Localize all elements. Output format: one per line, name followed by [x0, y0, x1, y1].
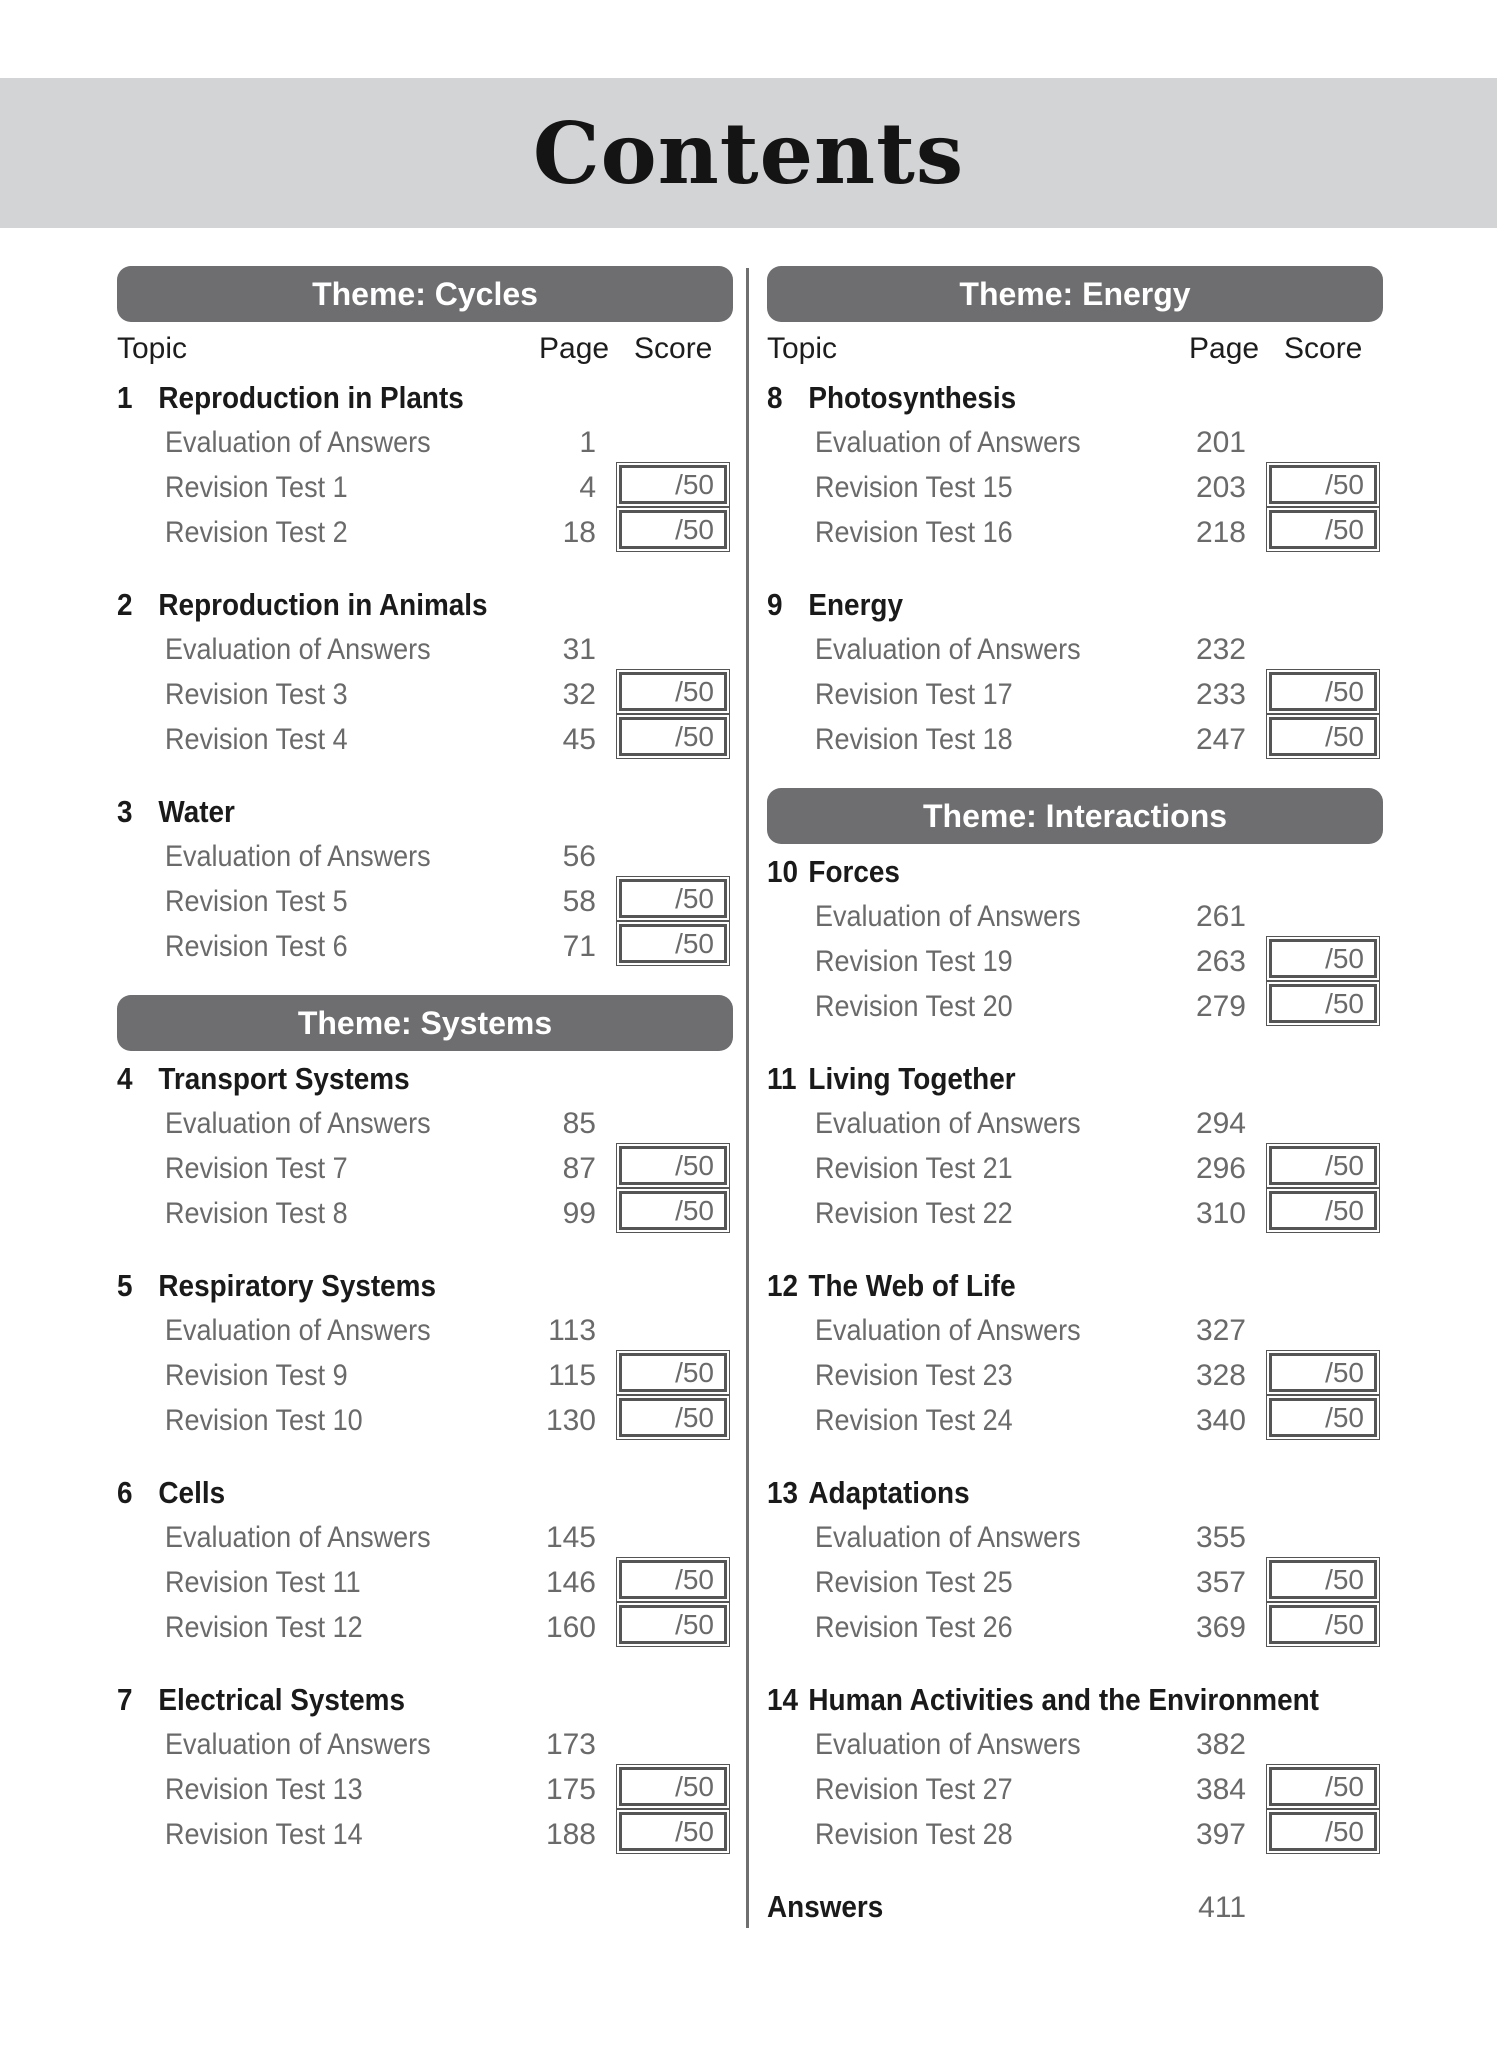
topic-title [117, 1676, 671, 1722]
row-page: 382 [1195, 1728, 1246, 1761]
score-box[interactable]: /50 [1269, 510, 1377, 549]
row-page: 146 [545, 1566, 596, 1599]
row-label: Evaluation of Answers [815, 1728, 1081, 1761]
row-label: Evaluation of Answers [815, 1107, 1081, 1140]
toc-row [767, 510, 1383, 555]
row-page: 384 [1195, 1773, 1246, 1806]
score-box[interactable]: /50 [1269, 1398, 1377, 1437]
row-label: Revision Test 12 [165, 1611, 363, 1644]
right-column [767, 266, 1383, 1929]
toc-row [767, 939, 1383, 984]
toc-row [117, 924, 733, 969]
topic-number: 5 [117, 1268, 133, 1303]
toc-row [117, 1308, 733, 1353]
topic-number: 14 [767, 1682, 799, 1717]
row-page: 233 [1195, 678, 1246, 711]
answers-label: Answers [767, 1889, 884, 1924]
row-page: 279 [1195, 990, 1246, 1023]
topic-name: Living Together [808, 1061, 1016, 1096]
score-box[interactable]: /50 [619, 1398, 727, 1437]
score-box[interactable]: /50 [619, 879, 727, 918]
topic-number: 7 [117, 1682, 133, 1717]
header-score: Score [634, 332, 713, 365]
toc-row [767, 1722, 1383, 1767]
topic-block [117, 374, 733, 555]
toc-row [117, 672, 733, 717]
toc-row [117, 834, 733, 879]
toc-row [767, 1101, 1383, 1146]
topic-title [117, 1055, 671, 1101]
row-page: 160 [545, 1611, 596, 1644]
topic-name: Transport Systems [158, 1061, 410, 1096]
toc-row [767, 1515, 1383, 1560]
row-label: Revision Test 3 [165, 678, 348, 711]
toc-row [767, 1605, 1383, 1650]
score-box[interactable]: /50 [1269, 1146, 1377, 1185]
score-box[interactable]: /50 [619, 465, 727, 504]
score-box[interactable]: /50 [1269, 984, 1377, 1023]
score-box[interactable]: /50 [1269, 1605, 1377, 1644]
toc-row [767, 465, 1383, 510]
row-page: 397 [1195, 1818, 1246, 1851]
toc-row [117, 717, 733, 762]
score-box[interactable]: /50 [1269, 1767, 1377, 1806]
row-page: 340 [1195, 1404, 1246, 1437]
row-page: 296 [1195, 1152, 1246, 1185]
topic-title [117, 1469, 671, 1515]
row-page: 4 [579, 471, 596, 504]
topic-name: Cells [158, 1475, 226, 1510]
column-headers [767, 322, 1383, 374]
topic-number: 10 [767, 854, 799, 889]
row-label: Revision Test 23 [815, 1359, 1013, 1392]
topic-name: Water [158, 794, 235, 829]
score-box[interactable]: /50 [619, 1560, 727, 1599]
score-box[interactable]: /50 [1269, 1560, 1377, 1599]
column-headers [117, 322, 733, 374]
topic-name: Forces [808, 854, 900, 889]
topic-block [117, 1469, 733, 1650]
score-box[interactable]: /50 [1269, 1812, 1377, 1851]
toc-row [117, 465, 733, 510]
topic-block [767, 1262, 1383, 1443]
score-box[interactable]: /50 [619, 510, 727, 549]
row-label: Evaluation of Answers [165, 633, 431, 666]
toc-row [117, 420, 733, 465]
row-page: 263 [1195, 945, 1246, 978]
toc-row [767, 717, 1383, 762]
row-label: Revision Test 13 [165, 1773, 363, 1806]
toc-row [767, 672, 1383, 717]
topic-name: Adaptations [808, 1475, 970, 1510]
topic-block [767, 581, 1383, 762]
topic-block [767, 1055, 1383, 1236]
row-label: Revision Test 20 [815, 990, 1013, 1023]
row-label: Revision Test 19 [815, 945, 1013, 978]
toc-row [117, 1767, 733, 1812]
row-label: Evaluation of Answers [815, 1521, 1081, 1554]
row-label: Revision Test 28 [815, 1818, 1013, 1851]
header-score: Score [1284, 332, 1363, 365]
theme-header: Theme: Systems [117, 995, 733, 1051]
row-label: Evaluation of Answers [815, 426, 1081, 459]
topic-number: 8 [767, 380, 783, 415]
row-page: 45 [562, 723, 596, 756]
score-box[interactable]: /50 [619, 1353, 727, 1392]
row-page: 56 [562, 840, 596, 873]
theme-header: Theme: Cycles [117, 266, 733, 322]
row-page: 1 [579, 426, 596, 459]
score-box[interactable]: /50 [619, 672, 727, 711]
row-page: 32 [562, 678, 596, 711]
topic-title [767, 1055, 1321, 1101]
topic-title [767, 581, 1321, 627]
score-box[interactable]: /50 [1269, 1353, 1377, 1392]
row-label: Revision Test 16 [815, 516, 1013, 549]
topic-name: Human Activities and the Environment [808, 1682, 1319, 1717]
row-page: 188 [545, 1818, 596, 1851]
topic-title [117, 1262, 671, 1308]
topic-block [767, 848, 1383, 1029]
topic-title [767, 848, 1321, 894]
row-label: Evaluation of Answers [165, 1521, 431, 1554]
toc-row [117, 1101, 733, 1146]
row-page: 71 [562, 930, 596, 963]
row-page: 85 [562, 1107, 596, 1140]
row-label: Revision Test 21 [815, 1152, 1013, 1185]
toc-row [117, 510, 733, 555]
topic-number: 4 [117, 1061, 133, 1096]
score-box[interactable]: /50 [1269, 717, 1377, 756]
topic-number: 11 [767, 1061, 797, 1096]
toc-row [117, 1560, 733, 1605]
row-label: Revision Test 14 [165, 1818, 363, 1851]
toc-row [767, 1146, 1383, 1191]
row-label: Revision Test 18 [815, 723, 1013, 756]
row-page: 58 [562, 885, 596, 918]
toc-row [117, 1191, 733, 1236]
row-label: Revision Test 26 [815, 1611, 1013, 1644]
row-label: Revision Test 24 [815, 1404, 1013, 1437]
row-label: Revision Test 27 [815, 1773, 1013, 1806]
row-label: Revision Test 6 [165, 930, 348, 963]
toc-row [767, 1767, 1383, 1812]
row-page: 232 [1195, 633, 1246, 666]
topic-title [767, 1676, 1321, 1722]
row-label: Revision Test 25 [815, 1566, 1013, 1599]
row-page: 247 [1195, 723, 1246, 756]
topic-block [117, 788, 733, 969]
score-box[interactable]: /50 [619, 1767, 727, 1806]
theme-header: Theme: Energy [767, 266, 1383, 322]
row-label: Revision Test 7 [165, 1152, 348, 1185]
topic-number: 1 [117, 380, 133, 415]
topic-name: Reproduction in Plants [158, 380, 464, 415]
row-page: 327 [1195, 1314, 1246, 1347]
row-page: 203 [1195, 471, 1246, 504]
column-divider [746, 268, 749, 1928]
row-page: 369 [1195, 1611, 1246, 1644]
row-label: Revision Test 4 [165, 723, 348, 756]
row-label: Revision Test 1 [165, 471, 348, 504]
score-box[interactable]: /50 [1269, 672, 1377, 711]
toc-row [117, 1722, 733, 1767]
row-page: 294 [1195, 1107, 1246, 1140]
header-page: Page [1189, 332, 1260, 365]
toc-row [117, 627, 733, 672]
row-label: Revision Test 9 [165, 1359, 348, 1392]
toc-row [117, 879, 733, 924]
row-page: 87 [562, 1152, 596, 1185]
row-page: 175 [545, 1773, 596, 1806]
toc-row [117, 1146, 733, 1191]
answers-row [767, 1883, 1383, 1929]
score-box[interactable]: /50 [619, 1191, 727, 1230]
row-page: 130 [545, 1404, 596, 1437]
row-page: 201 [1195, 426, 1246, 459]
row-page: 113 [548, 1314, 596, 1347]
row-label: Revision Test 11 [165, 1566, 361, 1599]
score-box[interactable]: /50 [619, 717, 727, 756]
row-label: Evaluation of Answers [815, 1314, 1081, 1347]
topic-number: 2 [117, 587, 133, 622]
score-box[interactable]: /50 [1269, 465, 1377, 504]
row-label: Revision Test 5 [165, 885, 348, 918]
left-column [117, 266, 733, 1883]
score-box[interactable]: /50 [619, 1146, 727, 1185]
row-page: 173 [545, 1728, 596, 1761]
row-page: 145 [545, 1521, 596, 1554]
toc-row [117, 1605, 733, 1650]
topic-name: Respiratory Systems [158, 1268, 436, 1303]
row-label: Evaluation of Answers [165, 1314, 431, 1347]
score-box[interactable]: /50 [1269, 1191, 1377, 1230]
row-label: Evaluation of Answers [165, 840, 431, 873]
topic-number: 13 [767, 1475, 799, 1510]
toc-row [117, 1515, 733, 1560]
row-label: Revision Test 22 [815, 1197, 1013, 1230]
row-label: Evaluation of Answers [165, 1728, 431, 1761]
row-page: 355 [1195, 1521, 1246, 1554]
topic-title [117, 788, 671, 834]
toc-row [767, 984, 1383, 1029]
page-title: Contents [532, 103, 965, 203]
row-label: Revision Test 8 [165, 1197, 348, 1230]
topic-block [767, 1469, 1383, 1650]
header-topic: Topic [767, 332, 838, 365]
row-label: Evaluation of Answers [815, 900, 1081, 933]
toc-row [117, 1398, 733, 1443]
topic-name: The Web of Life [808, 1268, 1016, 1303]
toc-row [767, 627, 1383, 672]
header-topic: Topic [117, 332, 188, 365]
topic-title [117, 581, 671, 627]
answers-page: 411 [1198, 1891, 1246, 1924]
topic-block [767, 1676, 1383, 1857]
title-band [0, 78, 1497, 228]
score-box[interactable]: /50 [619, 924, 727, 963]
toc-row [117, 1812, 733, 1857]
row-label: Evaluation of Answers [165, 1107, 431, 1140]
topic-block [117, 1262, 733, 1443]
topic-title [767, 374, 1321, 420]
topic-name: Reproduction in Animals [158, 587, 488, 622]
topic-block [117, 1676, 733, 1857]
topic-title [767, 1469, 1321, 1515]
row-label: Evaluation of Answers [815, 633, 1081, 666]
row-label: Revision Test 17 [815, 678, 1013, 711]
toc-row [767, 1191, 1383, 1236]
row-page: 218 [1195, 516, 1246, 549]
score-box[interactable]: /50 [1269, 939, 1377, 978]
row-page: 261 [1195, 900, 1246, 933]
topic-name: Photosynthesis [808, 380, 1017, 415]
row-label: Revision Test 15 [815, 471, 1013, 504]
row-page: 328 [1195, 1359, 1246, 1392]
topic-name: Energy [808, 587, 903, 622]
topic-title [767, 1262, 1321, 1308]
row-page: 18 [562, 516, 596, 549]
toc-row [767, 1398, 1383, 1443]
topic-number: 12 [767, 1268, 799, 1303]
toc-row [767, 1308, 1383, 1353]
row-page: 357 [1195, 1566, 1246, 1599]
toc-row [767, 1812, 1383, 1857]
header-page: Page [539, 332, 610, 365]
toc-row [117, 1353, 733, 1398]
topic-block [117, 581, 733, 762]
row-page: 115 [548, 1359, 596, 1392]
topic-block [767, 374, 1383, 555]
topic-name: Electrical Systems [158, 1682, 406, 1717]
row-label: Evaluation of Answers [165, 426, 431, 459]
toc-row [767, 1353, 1383, 1398]
toc-row [767, 420, 1383, 465]
topic-number: 3 [117, 794, 133, 829]
row-label: Revision Test 2 [165, 516, 348, 549]
toc-row [767, 1560, 1383, 1605]
score-box[interactable]: /50 [619, 1605, 727, 1644]
row-page: 31 [562, 633, 596, 666]
toc-row [767, 894, 1383, 939]
topic-number: 6 [117, 1475, 133, 1510]
row-page: 99 [562, 1197, 596, 1230]
row-page: 310 [1195, 1197, 1246, 1230]
topic-block [117, 1055, 733, 1236]
topic-number: 9 [767, 587, 783, 622]
score-box[interactable]: /50 [619, 1812, 727, 1851]
theme-header: Theme: Interactions [767, 788, 1383, 844]
topic-title [117, 374, 671, 420]
row-label: Revision Test 10 [165, 1404, 363, 1437]
